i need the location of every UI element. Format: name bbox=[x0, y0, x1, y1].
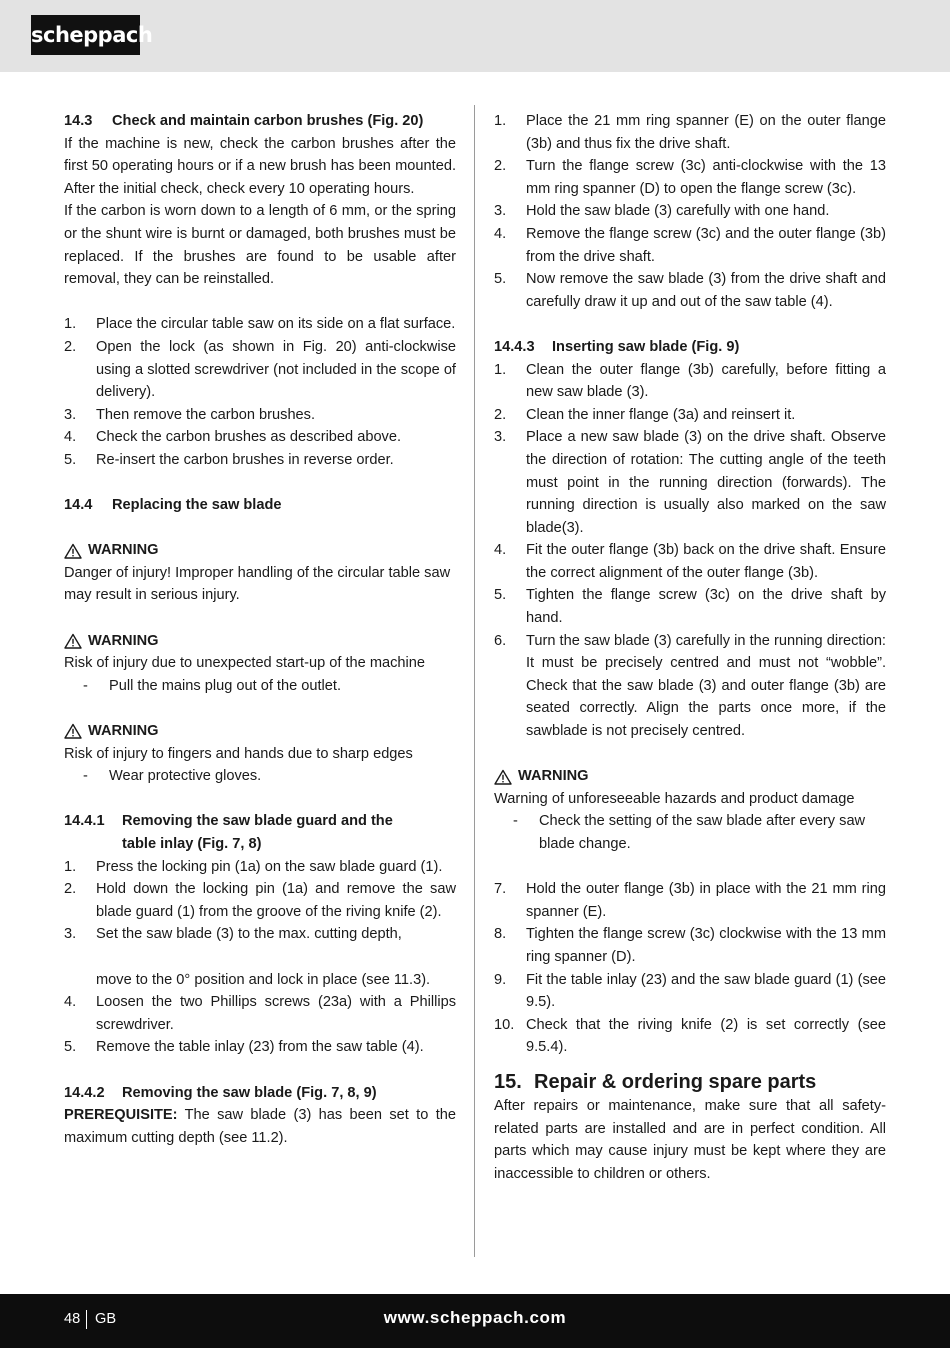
page-header bbox=[0, 0, 950, 72]
warning-text: Warning of unforeseeable hazards and product damage bbox=[494, 790, 855, 807]
section-heading-14-4-1: 14.4.1 Removing the saw blade guard and the bbox=[64, 813, 393, 830]
warning-heading: WARNING bbox=[494, 765, 886, 788]
list-item: 3. Set the saw blade (3) to the max. cutting depth, bbox=[64, 926, 402, 943]
section-heading-14-4: 14.4 Replacing the saw blade bbox=[64, 497, 282, 514]
list-item: 5. Now remove the saw blade (3) from the drive shaft and carefully draw it up and out of the saw table (4). bbox=[494, 271, 886, 310]
section-heading-15: 15. Repair & ordering spare parts bbox=[494, 1070, 817, 1093]
dash-item: - Wear protective gloves. bbox=[83, 768, 262, 785]
section-heading-14-4-2: 14.4.2 Removing the saw blade (Fig. 7, 8, 9) bbox=[64, 1084, 377, 1101]
paragraph: After repairs or maintenance, make sure that all safety-related parts are installed and are in perfect condition. All parts which may cause injury must be kept where they are inaccessible to children or others. bbox=[494, 1097, 886, 1182]
dash-item: - Check the setting of the saw blade after every saw blade change. bbox=[513, 813, 866, 852]
warning-heading: WARNING bbox=[64, 630, 456, 653]
list-item: 5. Re-insert the carbon brushes in reverse order. bbox=[64, 451, 394, 468]
right-column bbox=[494, 110, 886, 1185]
list-item: 4. Check the carbon brushes as described above. bbox=[64, 429, 402, 446]
list-item: 10. Check that the riving knife (2) is set correctly (see 9.5.4). bbox=[494, 1016, 886, 1056]
list-item: 1. Clean the outer flange (3b) carefully, before fitting a new saw blade (3). bbox=[494, 361, 886, 401]
warning-text: Danger of injury! Improper handling of the circular table saw may result in serious injury. bbox=[64, 564, 451, 604]
paragraph: If the carbon is worn down to a length of 6 mm, or the spring or the shunt wire is burnt or damaged, both brushes must be replaced. If the brushes are found to be usable after removal, they can be reinstalled. bbox=[64, 203, 456, 288]
list-item: 3. Hold the saw blade (3) carefully with one hand. bbox=[494, 203, 830, 220]
list-item: 2. Hold down the locking pin (1a) and remove the saw blade guard (1) from the groove of the riving knife (2). bbox=[64, 881, 456, 920]
paragraph: If the machine is new, check the carbon brushes after the first 50 operating hours or if a new brush has been mounted. After the initial check, check every 10 operating hours. bbox=[64, 135, 456, 197]
warning-icon bbox=[494, 769, 512, 785]
warning-icon bbox=[64, 633, 82, 649]
website-link[interactable]: www.scheppach.com bbox=[383, 1308, 567, 1327]
column-divider bbox=[474, 105, 475, 1257]
list-item: 2. Clean the inner flange (3a) and reinsert it. bbox=[494, 406, 796, 423]
list-item: 2. Open the lock (as shown in Fig. 20) anti-clockwise using a slotted screwdriver (not included in the scope of delivery). bbox=[64, 338, 456, 401]
list-item: 3. Then remove the carbon brushes. bbox=[64, 406, 316, 423]
section-heading-14-4-3: 14.4.3 Inserting saw blade (Fig. 9) bbox=[494, 338, 740, 355]
brand-logo: scheppach bbox=[31, 15, 140, 55]
warning-heading: WARNING bbox=[64, 539, 456, 562]
warning-icon bbox=[64, 723, 82, 739]
page-number: 48 bbox=[64, 1311, 81, 1327]
prerequisite: PREREQUISITE: The saw blade (3) has been set to the maximum cutting depth (see 11.2). bbox=[64, 1107, 456, 1146]
section-heading-14-4-1-line2: table inlay (Fig. 7, 8) bbox=[122, 836, 262, 852]
list-item: 1. Place the 21 mm ring spanner (E) on the outer flange (3b) and thus fix the drive shaft. bbox=[494, 113, 886, 152]
language-code: GB bbox=[95, 1311, 117, 1327]
list-item: 5. Remove the table inlay (23) from the saw table (4). bbox=[64, 1039, 424, 1056]
warning-text: Risk of injury to fingers and hands due to sharp edges bbox=[64, 745, 413, 762]
left-column bbox=[64, 110, 456, 1149]
list-item: 6. Turn the saw blade (3) carefully in the running direction: It must be precisely centred and must not “wobble”. Check that the saw blade (3) and outer flange (3b) are seated correctly. Align the parts once more, if the sawblade is not precisely centred. bbox=[494, 632, 886, 740]
list-item: 8. Tighten the flange screw (3c) clockwise with the 13 mm ring spanner (D). bbox=[494, 926, 886, 965]
list-item: 1. Place the circular table saw on its side on a flat surface. bbox=[64, 316, 456, 333]
list-item: 7. Hold the outer flange (3b) in place with the 21 mm ring spanner (E). bbox=[494, 881, 886, 920]
list-item: 5. Tighten the flange screw (3c) on the drive shaft by hand. bbox=[494, 587, 886, 627]
list-item: 4. Loosen the two Phillips screws (23a) with a Phillips screwdriver. bbox=[64, 994, 456, 1033]
page-footer bbox=[0, 1294, 950, 1348]
list-item: 4. Fit the outer flange (3b) back on the drive shaft. Ensure the correct alignment of the outer flange (3b). bbox=[494, 542, 886, 581]
warning-icon bbox=[64, 543, 82, 559]
warning-text: Risk of injury due to unexpected start-up of the machine bbox=[64, 655, 425, 672]
warning-heading: WARNING bbox=[64, 720, 456, 743]
dash-item: - Pull the mains plug out of the outlet. bbox=[83, 677, 342, 694]
list-item: 1. Press the locking pin (1a) on the saw blade guard (1). bbox=[64, 858, 443, 875]
section-heading-14-3: 14.3 Check and maintain carbon brushes (Fig. 20) bbox=[64, 113, 424, 129]
list-item: 2. Turn the flange screw (3c) anti-clockwise with the 13 mm ring spanner (D) to open the flange screw (3c). bbox=[494, 158, 886, 197]
list-item: 9. Fit the table inlay (23) and the saw blade guard (1) (see 9.5). bbox=[494, 971, 886, 1011]
list-item: 4. Remove the flange screw (3c) and the outer flange (3b) from the drive shaft. bbox=[494, 225, 886, 265]
list-item-continuation: move to the 0° position and lock in place (see 11.3). bbox=[96, 971, 431, 988]
list-item: 3. Place a new saw blade (3) on the drive shaft. Observe the direction of rotation: The cutting angle of the teeth must point in the running direction (forwards). The running direction is usually also marked on the saw blade(3). bbox=[494, 429, 886, 536]
